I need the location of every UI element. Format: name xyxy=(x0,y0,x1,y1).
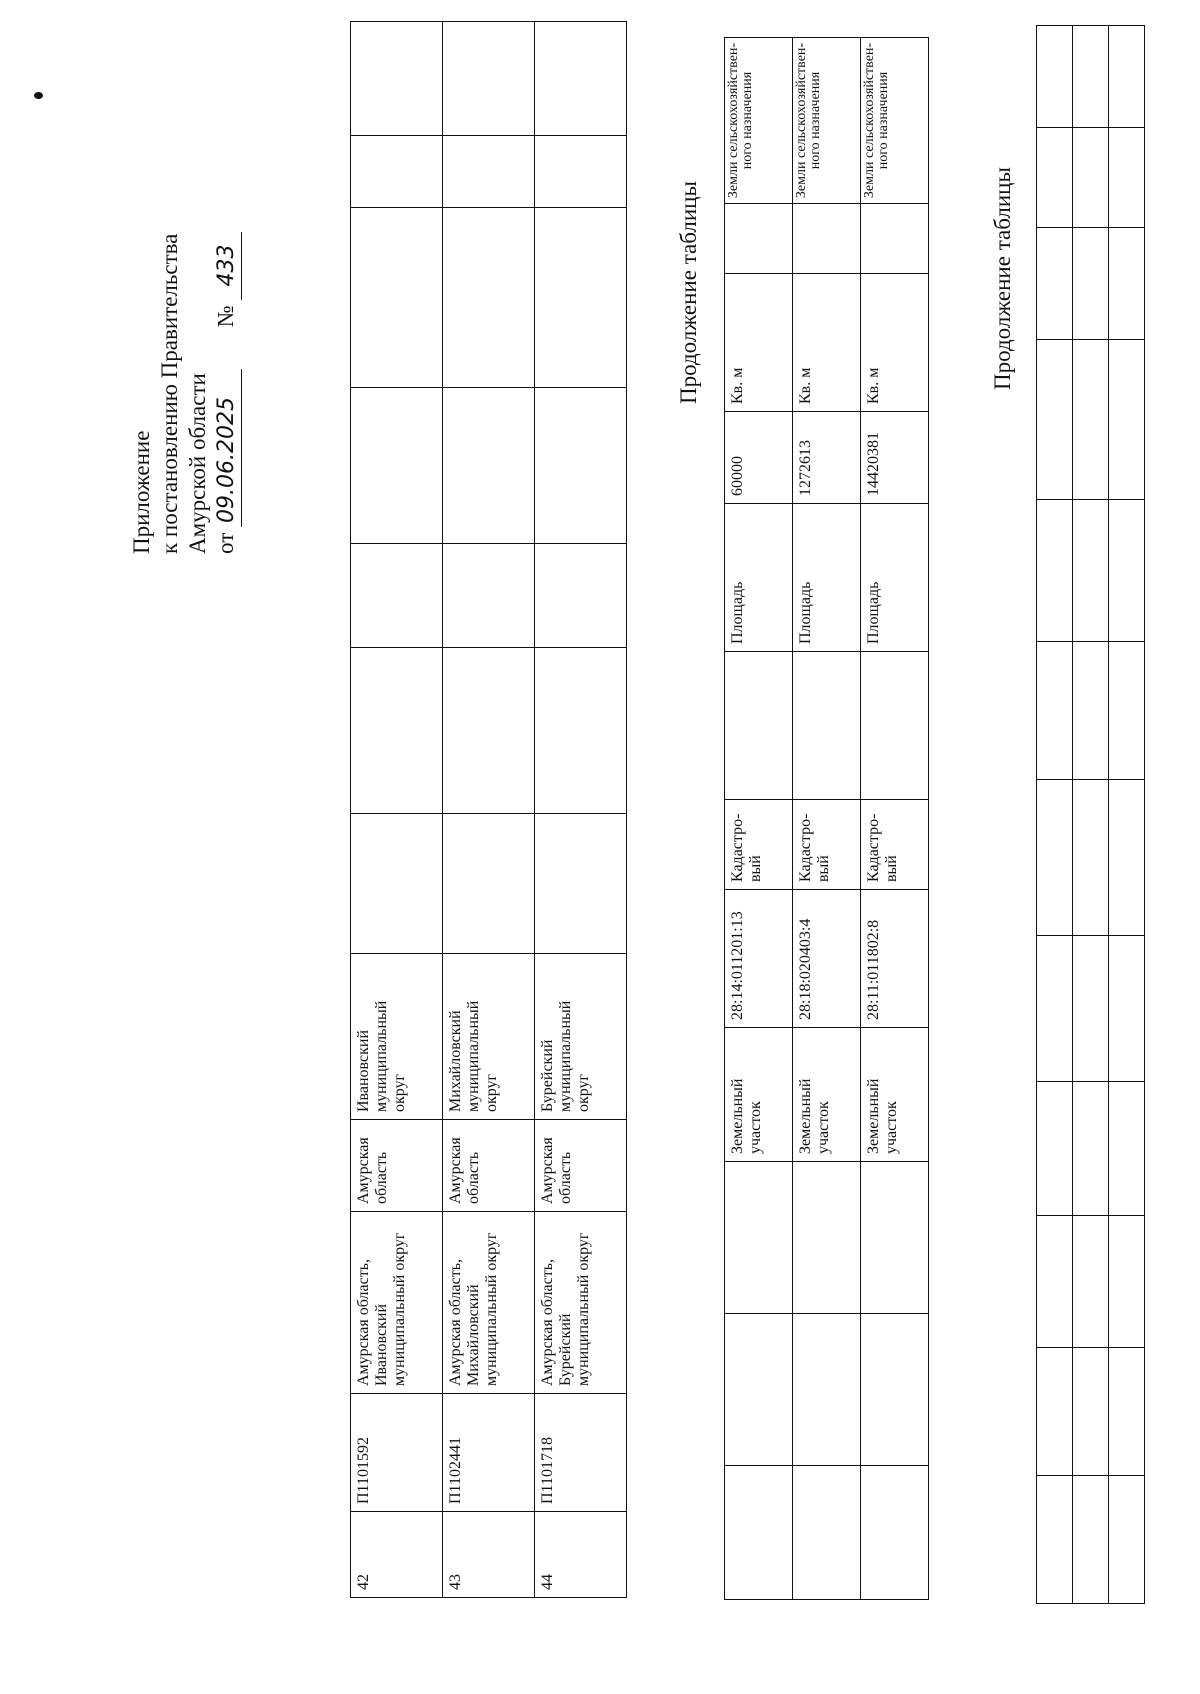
continuation-label: Продолжение таблицы xyxy=(990,167,1015,390)
empty-cell xyxy=(1109,1216,1145,1348)
empty-cell xyxy=(1037,936,1073,1082)
empty-cell xyxy=(793,1162,861,1314)
empty-cell xyxy=(1037,500,1073,642)
row-number: 42 xyxy=(351,1512,443,1598)
table-row xyxy=(1073,26,1109,1604)
empty-cell xyxy=(1073,1082,1109,1216)
handwritten-number: 433 xyxy=(213,232,242,300)
empty-cell xyxy=(1073,642,1109,780)
unit-cell: Кв. м xyxy=(861,274,929,412)
value-cell: 14420381 xyxy=(861,412,929,504)
empty-cell xyxy=(535,22,627,136)
value-cell: 1272613 xyxy=(793,412,861,504)
empty-cell xyxy=(443,208,535,388)
empty-cell xyxy=(1109,780,1145,936)
header-line-3: Амурской области xyxy=(185,373,210,554)
empty-cell xyxy=(351,544,443,648)
table-row xyxy=(1037,26,1073,1604)
table-row xyxy=(1109,26,1145,1604)
cadastral-number-cell: 28:11:011802:8 xyxy=(861,890,929,1028)
objects-table xyxy=(350,21,627,1598)
land-category-cell: Земли сельскохозяйствен-ного назначения xyxy=(861,38,929,204)
region-cell: Амурская область xyxy=(443,1120,535,1212)
empty-cell xyxy=(793,1466,861,1600)
object-type-cell: Земельный участок xyxy=(861,1028,929,1162)
region-cell: Амурская область xyxy=(351,1120,443,1212)
empty-cell xyxy=(1037,1216,1073,1348)
empty-cell xyxy=(535,814,627,954)
empty-cell xyxy=(861,1466,929,1600)
empty-cell xyxy=(1037,228,1073,340)
empty-cell xyxy=(861,1314,929,1466)
empty-cell xyxy=(1109,642,1145,780)
empty-cell xyxy=(1109,26,1145,128)
address-cell: Амурская область, Михайловский муниципальный округ xyxy=(443,1212,535,1394)
measure-cell: Площадь xyxy=(725,504,793,652)
address-cell: Амурская область, Бурейский муниципальный округ xyxy=(535,1212,627,1394)
empty-cell xyxy=(1073,128,1109,228)
empty-cell xyxy=(535,136,627,208)
empty-cell xyxy=(725,204,793,274)
number-type-cell: Кадастро-вый xyxy=(793,800,861,890)
cadastral-table xyxy=(724,37,929,1600)
empty-cell xyxy=(443,388,535,544)
empty-cell xyxy=(1073,340,1109,500)
table-row xyxy=(725,38,793,1600)
unit-cell: Кв. м xyxy=(725,274,793,412)
row-number: 43 xyxy=(443,1512,535,1598)
header-line-4 xyxy=(212,34,242,554)
empty-cell xyxy=(443,22,535,136)
address-cell: Амурская область, Ивановский муниципальный округ xyxy=(351,1212,443,1394)
empty-cell xyxy=(1073,1476,1109,1604)
object-type-cell: Земельный участок xyxy=(793,1028,861,1162)
empty-cell xyxy=(1109,936,1145,1082)
empty-cell xyxy=(793,1314,861,1466)
empty-cell xyxy=(793,204,861,274)
empty-cell xyxy=(1109,1476,1145,1604)
number-type-cell: Кадастро-вый xyxy=(725,800,793,890)
row-number: 44 xyxy=(535,1512,627,1598)
empty-cell xyxy=(1073,1216,1109,1348)
table-row xyxy=(351,22,443,1598)
empty-cell xyxy=(1037,340,1073,500)
empty-cell xyxy=(1037,1082,1073,1216)
empty-cell xyxy=(1109,228,1145,340)
empty-cell xyxy=(1109,1348,1145,1476)
empty-cell xyxy=(443,544,535,648)
cadastral-number-cell: 28:18:020403:4 xyxy=(793,890,861,1028)
empty-cell xyxy=(1037,1476,1073,1604)
empty-cell xyxy=(861,652,929,800)
empty-cell xyxy=(443,136,535,208)
table-row xyxy=(443,22,535,1598)
table-row xyxy=(793,38,861,1600)
continuation-label: Продолжение таблицы xyxy=(676,181,701,404)
empty-cell xyxy=(1073,26,1109,128)
land-category-cell: Земли сельскохозяйствен-ного назначения xyxy=(793,38,861,204)
district-cell: Михайловский муниципальный округ xyxy=(443,954,535,1120)
empty-cell xyxy=(351,814,443,954)
value-cell: 60000 xyxy=(725,412,793,504)
empty-cell xyxy=(1037,780,1073,936)
empty-cell xyxy=(861,1162,929,1314)
empty-cell xyxy=(861,204,929,274)
empty-cell xyxy=(351,22,443,136)
continuation-table xyxy=(1036,25,1145,1604)
empty-cell xyxy=(443,648,535,814)
empty-cell xyxy=(443,814,535,954)
empty-cell xyxy=(351,208,443,388)
empty-cell xyxy=(1073,780,1109,936)
empty-cell xyxy=(1073,1348,1109,1476)
table-row xyxy=(535,22,627,1598)
cadastral-number-cell: 28:14:011201:13 xyxy=(725,890,793,1028)
object-type-cell: Земельный участок xyxy=(725,1028,793,1162)
unit-cell: Кв. м xyxy=(793,274,861,412)
empty-cell xyxy=(725,1314,793,1466)
empty-cell xyxy=(535,208,627,388)
empty-cell xyxy=(1037,642,1073,780)
header-line-1: Приложение xyxy=(129,430,154,554)
district-cell: Ивановский муниципальный округ xyxy=(351,954,443,1120)
district-cell: Бурейский муниципальный округ xyxy=(535,954,627,1120)
empty-cell xyxy=(725,1162,793,1314)
measure-cell: Площадь xyxy=(861,504,929,652)
empty-cell xyxy=(351,388,443,544)
header-line-2: к постановлению Правительства xyxy=(157,233,182,554)
empty-cell xyxy=(535,648,627,814)
region-cell: Амурская область xyxy=(535,1120,627,1212)
empty-cell xyxy=(535,544,627,648)
appendix-header xyxy=(128,34,242,554)
empty-cell xyxy=(1109,340,1145,500)
from-label: от xyxy=(213,532,238,554)
empty-cell xyxy=(351,136,443,208)
table-row xyxy=(861,38,929,1600)
land-category-cell: Земли сельскохозяйствен-ного назначения xyxy=(725,38,793,204)
number-label: № xyxy=(213,305,238,328)
measure-cell: Площадь xyxy=(793,504,861,652)
empty-cell xyxy=(725,1466,793,1600)
empty-cell xyxy=(351,648,443,814)
empty-cell xyxy=(1073,500,1109,642)
empty-cell xyxy=(1109,500,1145,642)
number-type-cell: Кадастро-вый xyxy=(861,800,929,890)
object-code: П1101718 xyxy=(535,1394,627,1512)
empty-cell xyxy=(1109,1082,1145,1216)
empty-cell xyxy=(1109,128,1145,228)
empty-cell xyxy=(1037,128,1073,228)
ink-dot xyxy=(34,92,43,99)
empty-cell xyxy=(535,388,627,544)
object-code: П1102441 xyxy=(443,1394,535,1512)
empty-cell xyxy=(725,652,793,800)
empty-cell xyxy=(793,652,861,800)
empty-cell xyxy=(1037,26,1073,128)
object-code: П1101592 xyxy=(351,1394,443,1512)
handwritten-date: 09.06.2025 xyxy=(213,369,242,527)
empty-cell xyxy=(1037,1348,1073,1476)
empty-cell xyxy=(1073,228,1109,340)
empty-cell xyxy=(1073,936,1109,1082)
